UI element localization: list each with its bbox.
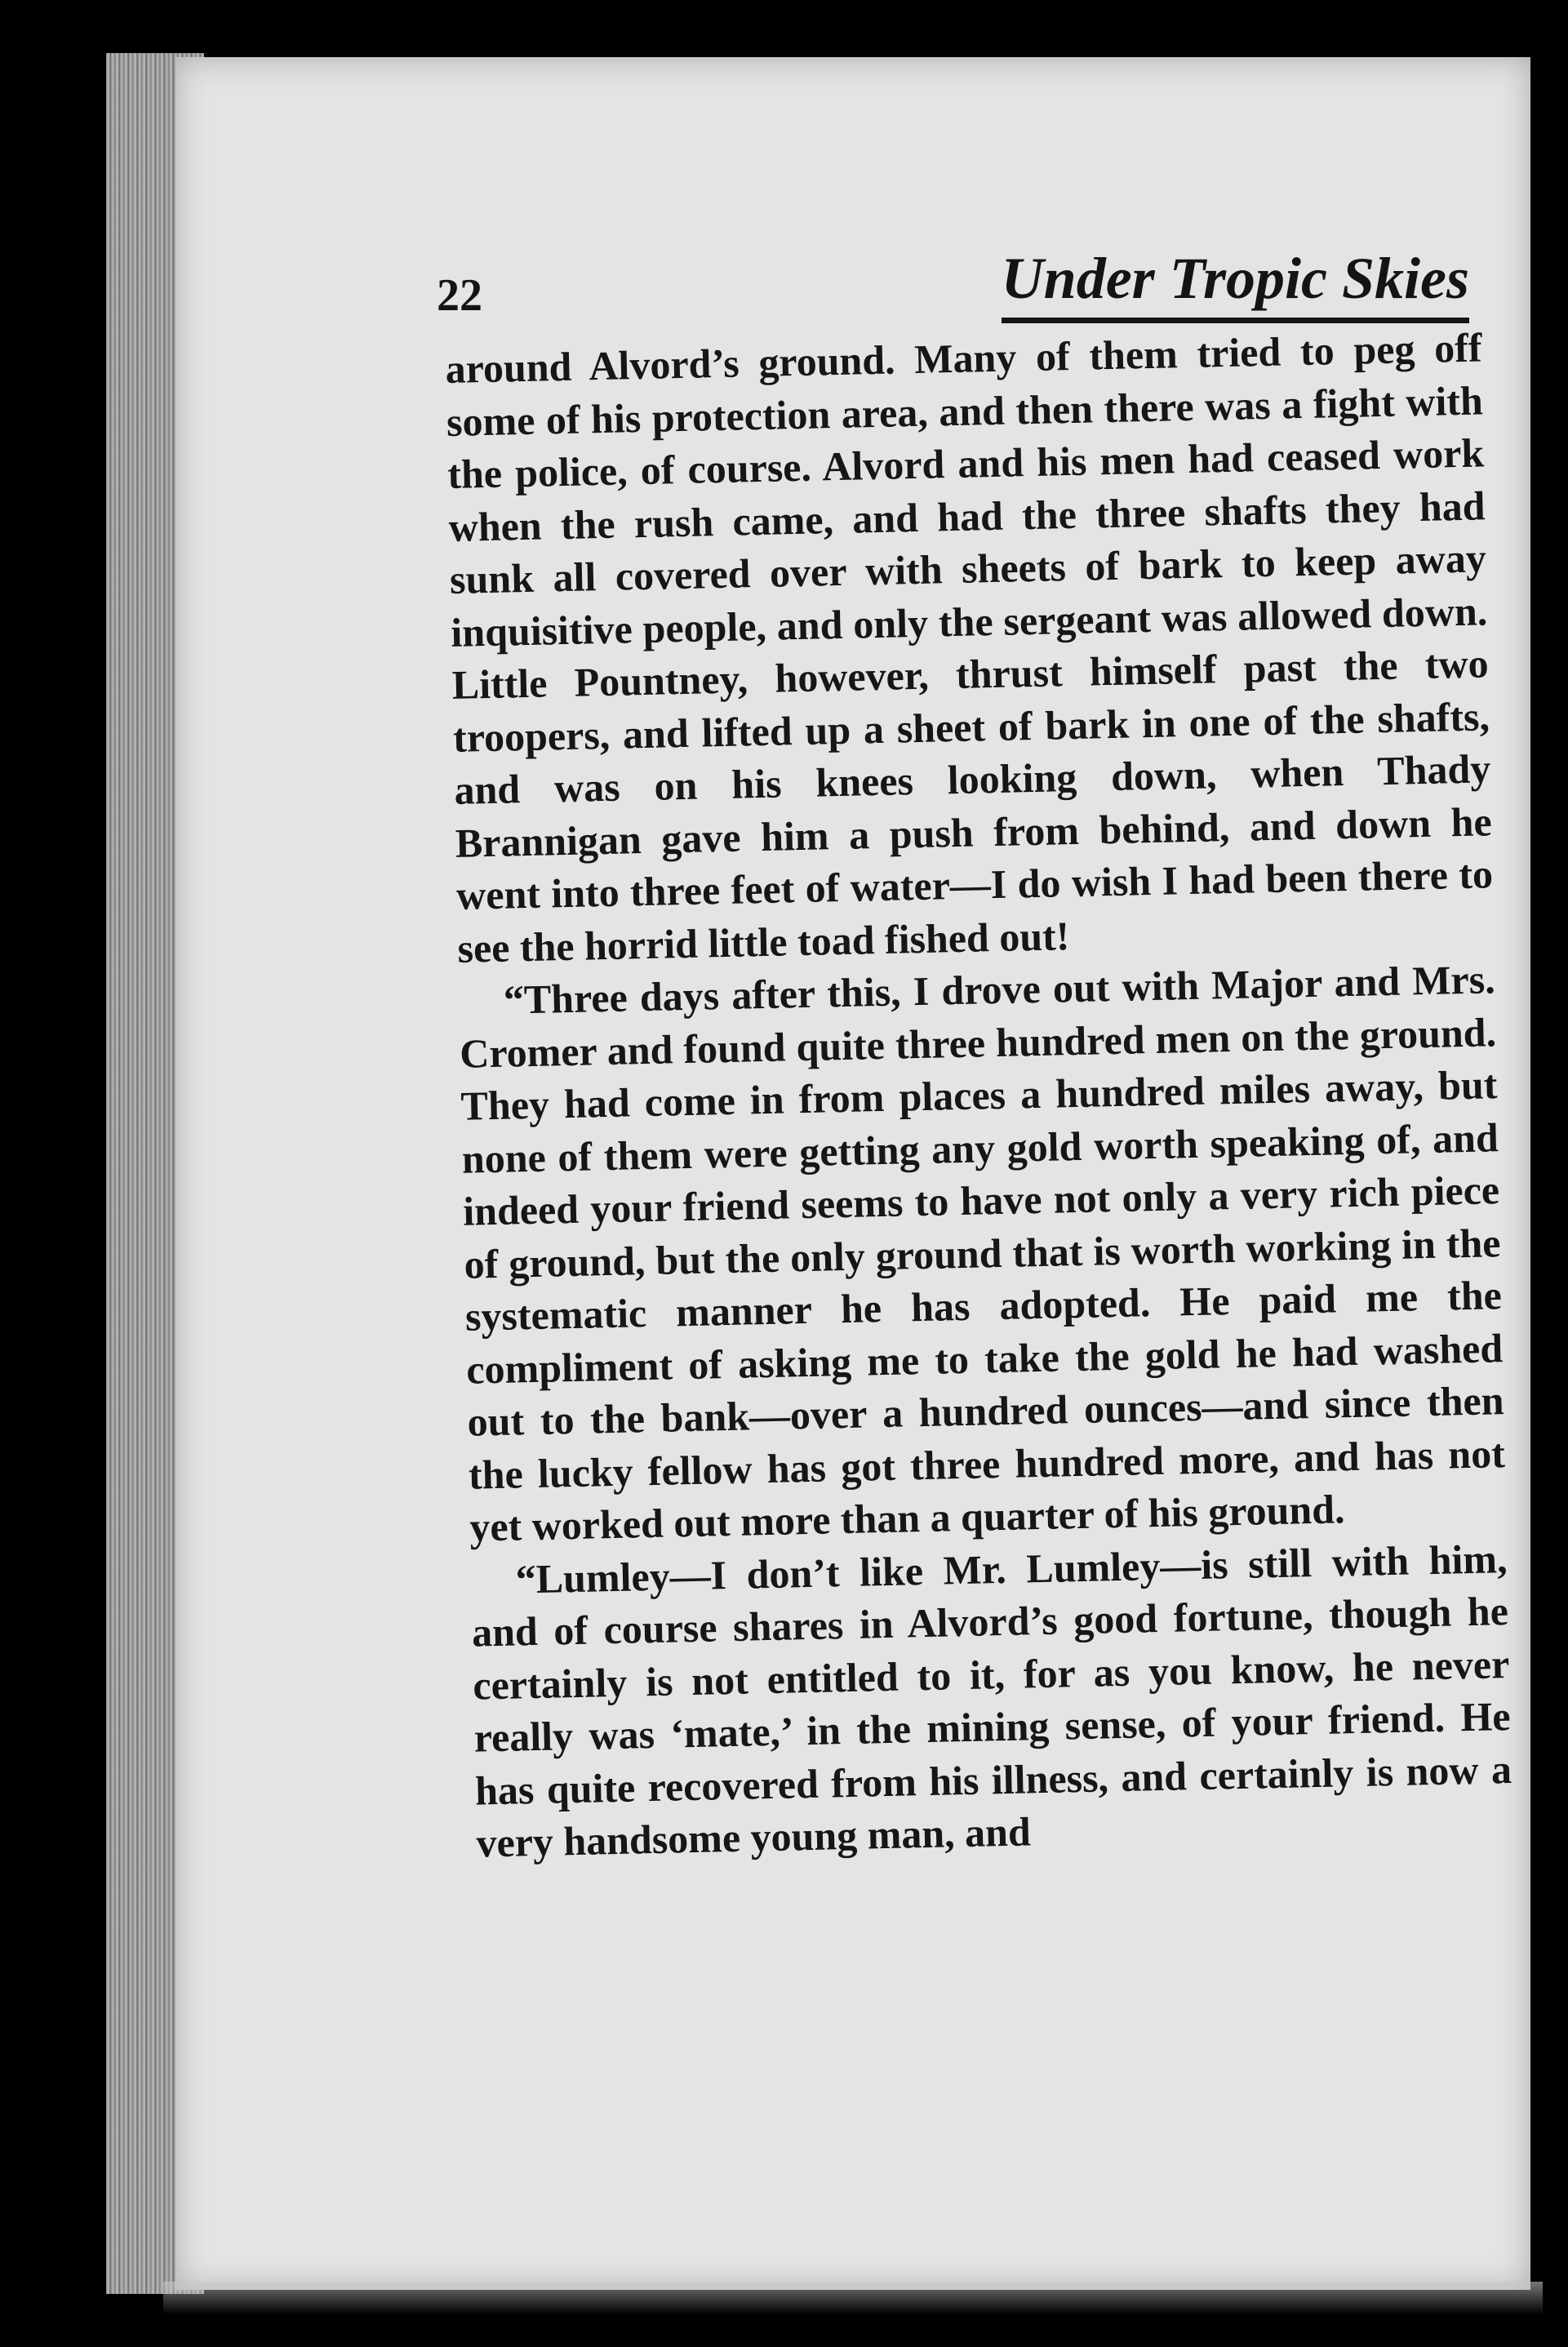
- running-head: [437, 245, 1469, 335]
- body-text: [445, 321, 1513, 1869]
- page-number: 22: [437, 270, 482, 321]
- running-title: Under Tropic Skies: [1002, 245, 1469, 323]
- page-bottom-edge: [163, 2282, 1543, 2314]
- paragraph: around Alvord’s ground. Many of them tried to peg off some of his protection area, and then there was a fight with the police, of course. Alvord and his men had ceased work when the rush came, and had the three shafts they had sunk all covered over with sheets of bark to keep away inquisitive people, and only the sergeant was allowed down. Little Pountney, however, thrust himself past the two troopers, and lifted up a sheet of bark in one of the shafts, and was on his knees looking down, when Thady Brannigan gave him a push from behind, and down he went into three feet of water—I do wish I had been there to see the horrid little toad fished out!: [445, 324, 1494, 971]
- paragraph: “Three days after this, I drove out with Major and Mrs. Cromer and found quite three hundred men on the ground. They had come in from places a hundred miles away, but none of them were getting any gold worth speaking of, and indeed your friend seems to have not only a very rich piece of ground, but the only ground that is worth working in the systematic manner he has adopted. He paid me the compliment of asking me to take the gold he had washed out to the bank—over a hundred ounces—and since then the lucky fellow has got three hundred more, and has not yet worked out more than a quarter of his ground.: [459, 956, 1506, 1550]
- paragraph: “Lumley—I don’t like Mr. Lumley—is still with him, and of course shares in Alvord’s good fortune, though he certainly is not entitled to it, for as you know, he never really was ‘mate,’ in the mining sense, of your friend. He has quite recovered from his illness, and certainly is now a very handsome young man, and: [471, 1535, 1512, 1866]
